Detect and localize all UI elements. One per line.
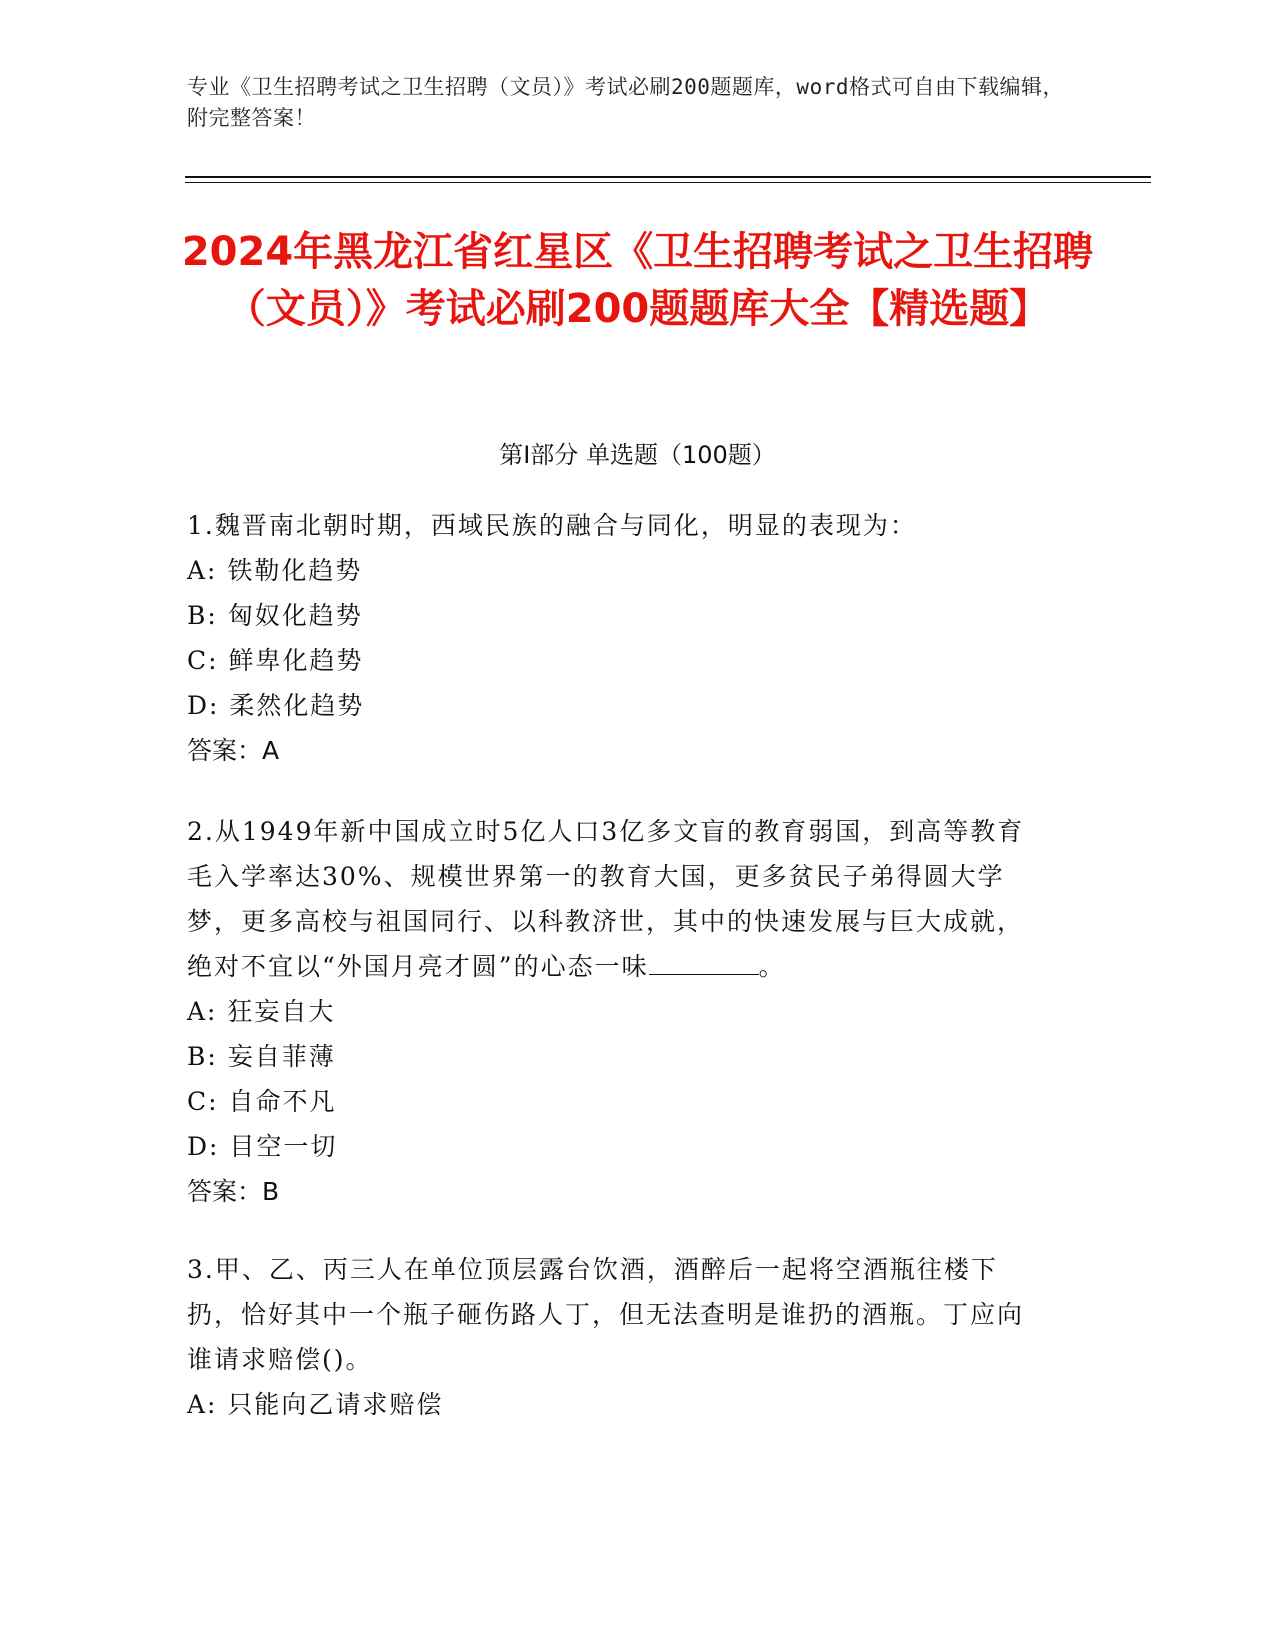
fill-in-blank (649, 946, 759, 975)
section-heading: 第I部分 单选题（100题） (499, 441, 776, 469)
option-b: B: 匈奴化趋势 (187, 601, 363, 630)
option-d: D: 目空一切 (187, 1132, 338, 1161)
question-stem: 3.甲、乙、丙三人在单位顶层露台饮酒，酒醉后一起将空酒瓶往楼下扔，恰好其中一个瓶子砸伤路人丁，但无法查明是谁扔的酒瓶。丁应向谁请求赔偿()。 (187, 1255, 1025, 1374)
option-c: C: 自命不凡 (187, 1087, 337, 1116)
question-stem-end: 。 (758, 952, 786, 981)
option-a: A: 狂妄自大 (187, 997, 336, 1026)
header-divider-thick (185, 176, 1151, 178)
option-d: D: 柔然化趋势 (187, 691, 365, 720)
option-a: A: 铁勒化趋势 (187, 556, 363, 585)
question-1 (187, 503, 1087, 773)
question-stem (187, 809, 1047, 989)
answer-label: 答案：A (187, 736, 280, 765)
option-c: C: 鲜卑化趋势 (187, 646, 364, 675)
header-note: 专业《卫生招聘考试之卫生招聘（文员）》考试必刷200题题库，word格式可自由下载编辑，附完整答案！ (187, 75, 1064, 130)
answer-label: 答案：B (187, 1177, 280, 1206)
option-b: B: 妄自菲薄 (187, 1042, 336, 1071)
header-divider-thin (185, 182, 1151, 183)
question-3 (187, 1247, 1047, 1427)
option-a: A: 只能向乙请求赔偿 (187, 1390, 444, 1419)
question-stem-text: 2.从1949年新中国成立时5亿人口3亿多文盲的教育弱国，到高等教育毛入学率达30%、规模世界第一的教育大国，更多贫民子弟得圆大学梦，更多高校与祖国同行、以科教济世，其中的快速发展与巨大成就，绝对不宜以“外国月亮才圆”的心态一味 (187, 817, 1025, 981)
question-stem: 1.魏晋南北朝时期，西域民族的融合与同化，明显的表现为： (187, 511, 917, 540)
question-2 (187, 809, 1047, 1214)
document-title: 2024年黑龙江省红星区《卫生招聘考试之卫生招聘（文员）》考试必刷200题题库大全【精选题】 (181, 229, 1094, 332)
